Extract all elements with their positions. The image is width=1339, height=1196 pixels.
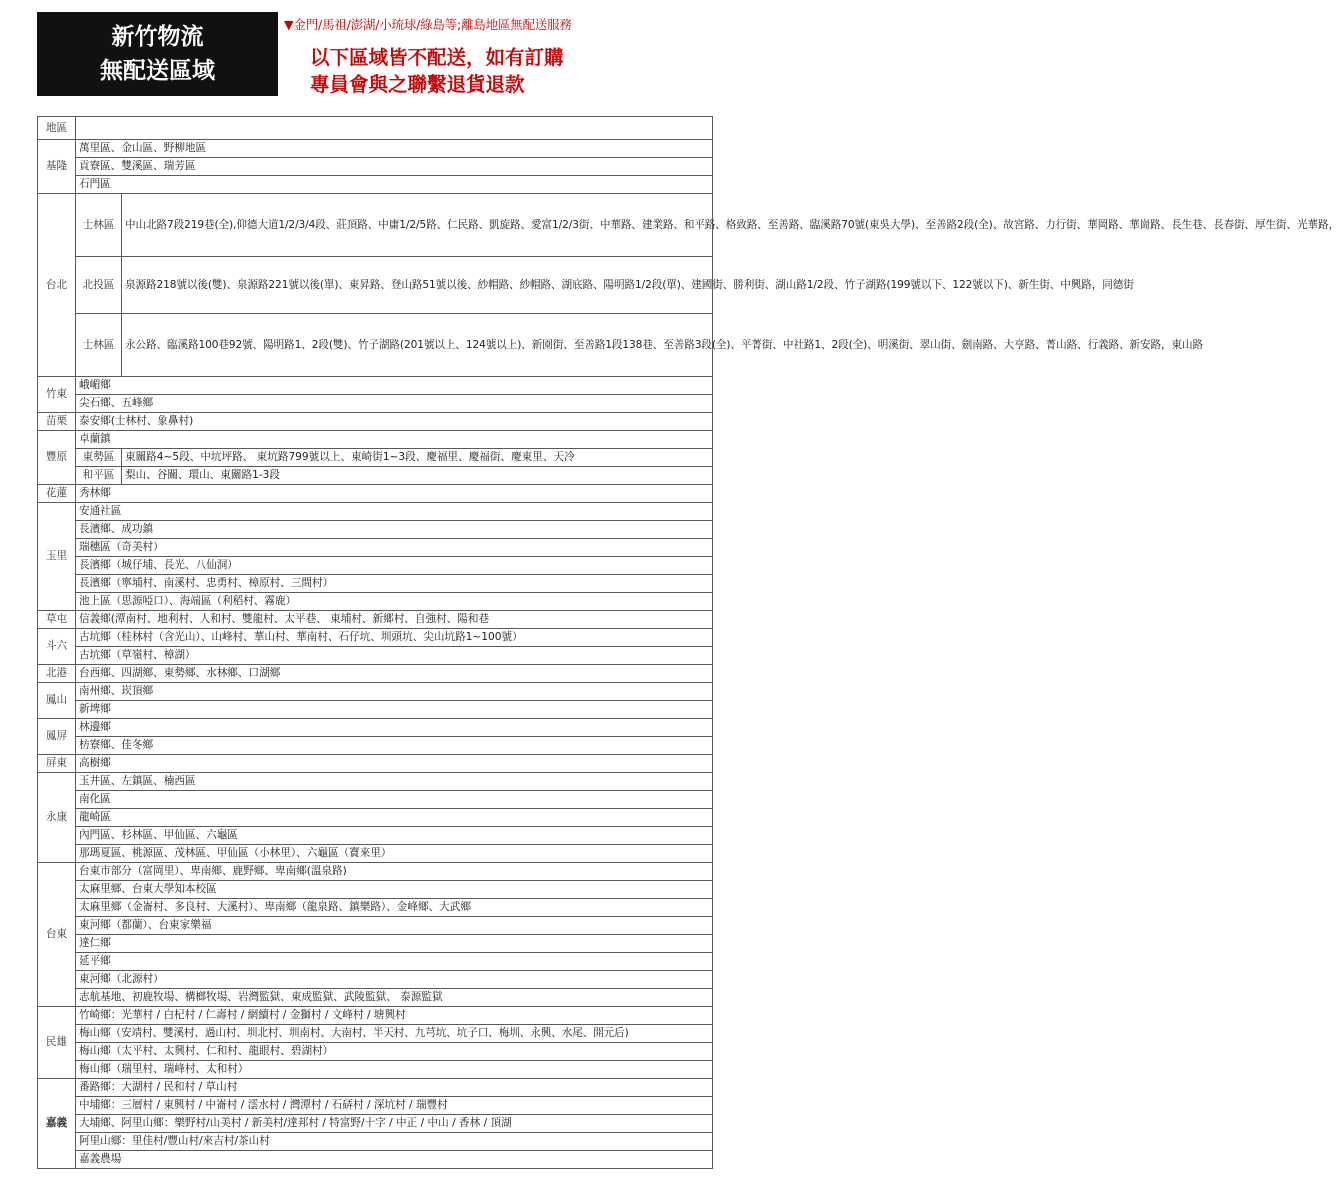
table-row <box>38 1115 713 1133</box>
area-cell: 台西鄉、四湖鄉、東勢鄉、水林鄉、口湖鄉 <box>76 665 713 683</box>
table-row <box>38 611 713 629</box>
table-row <box>38 647 713 665</box>
refund-notice-line-1: 以下區域皆不配送，如有訂購 <box>310 46 564 69</box>
area-cell: 大埔鄉、阿里山鄉：樂野村/山美村 / 新美村/達邦村 / 特富野/十字 / 中正 / 中山 / 香林 / 頂湖 <box>76 1115 713 1133</box>
region-chiayi: 嘉義 <box>38 1079 76 1169</box>
area-cell: 那瑪夏區、桃源區、茂林區、甲仙區（小林里）、六龜區（寶來里） <box>76 845 713 863</box>
table-row <box>38 485 713 503</box>
region-douliu: 斗六 <box>38 629 76 665</box>
area-cell: 南化區 <box>76 791 713 809</box>
region-pingdong: 屏東 <box>38 755 76 773</box>
table-row <box>38 989 713 1007</box>
table-row <box>38 719 713 737</box>
table-row <box>38 176 713 194</box>
table-row <box>38 413 713 431</box>
table-row <box>38 140 713 158</box>
area-cell: 長濱鄉（城仔埔、長光、八仙洞） <box>76 557 713 575</box>
table-row <box>38 953 713 971</box>
area-cell: 太麻里鄉（金崙村、多良村、大溪村）、卑南鄉（龍泉路、鎮樂路）、金峰鄉、大武鄉 <box>76 899 713 917</box>
sub-shilin-2: 士林區 <box>76 314 122 377</box>
area-cell: 林邊鄉 <box>76 719 713 737</box>
table-row <box>38 449 713 467</box>
area-cell: 延平鄉 <box>76 953 713 971</box>
region-keelung: 基隆 <box>38 140 76 194</box>
area-cell: 太麻里鄉、台東大學知本校區 <box>76 881 713 899</box>
area-cell: 秀林鄉 <box>76 485 713 503</box>
area-cell: 峨嵋鄉 <box>76 377 713 395</box>
area-cell: 中埔鄉：三層村 / 東興村 / 中崙村 / 澐水村 / 灣潭村 / 石硦村 / 深坑村 / 瑞豐村 <box>76 1097 713 1115</box>
table-row <box>38 1133 713 1151</box>
table-row <box>38 809 713 827</box>
region-caotun: 草屯 <box>38 611 76 629</box>
area-cell: 南州鄉、崁頂鄉 <box>76 683 713 701</box>
sub-shilin: 士林區 <box>76 194 122 257</box>
table-row <box>38 701 713 719</box>
sub-heping: 和平區 <box>76 467 122 485</box>
region-pingtung: 鳳屏 <box>38 719 76 755</box>
region-yongkang: 永康 <box>38 773 76 863</box>
region-minxiong: 民雄 <box>38 1007 76 1079</box>
refund-notice <box>310 44 564 98</box>
area-cell: 龍崎區 <box>76 809 713 827</box>
sub-beitou: 北投區 <box>76 257 122 314</box>
table-row <box>38 539 713 557</box>
area-cell: 卓蘭鎮 <box>76 431 713 449</box>
table-row <box>38 1151 713 1169</box>
area-cell: 竹崎鄉：光華村 / 白杞村 / 仁壽村 / 網續村 / 金獅村 / 文峰村 / 塘興村 <box>76 1007 713 1025</box>
area-cell: 永公路、臨溪路100巷92號、陽明路1、2段(雙)、竹子湖路(201號以上、124號以上)、新園街、至善路1段138巷、至善路3段(全)、平菁街、中社路1、2段(全)、明溪街、翠山街、劍南路、大亨路、菁山路、行義路、新安路，東山路 <box>122 314 713 377</box>
region-taipei: 台北 <box>38 194 76 377</box>
area-cell: 梅山鄉（太平村、太興村、仁和村、龍眼村、碧湖村） <box>76 1043 713 1061</box>
table-row <box>38 257 713 314</box>
area-cell: 番路鄉：大湖村 / 民和村 / 草山村 <box>76 1079 713 1097</box>
region-taitung: 台東 <box>38 863 76 1007</box>
table-row <box>38 899 713 917</box>
area-cell: 石門區 <box>76 176 713 194</box>
area-cell: 東河鄉（都蘭）、台東家樂福 <box>76 917 713 935</box>
area-cell: 達仁鄉 <box>76 935 713 953</box>
region-fengyuan: 豐原 <box>38 431 76 485</box>
region-miaoli: 苗栗 <box>38 413 76 431</box>
area-cell: 高樹鄉 <box>76 755 713 773</box>
table-row <box>38 827 713 845</box>
area-cell: 阿里山鄉：里佳村/豐山村/來吉村/茶山村 <box>76 1133 713 1151</box>
table-row <box>38 845 713 863</box>
area-cell: 內門區、杉林區、甲仙區、六龜區 <box>76 827 713 845</box>
header-blank-cell <box>76 117 713 140</box>
table-row <box>38 593 713 611</box>
table-row <box>38 683 713 701</box>
area-cell: 萬里區、金山區、野柳地區 <box>76 140 713 158</box>
area-cell: 安通社區 <box>76 503 713 521</box>
area-cell: 長濱鄉、成功鎮 <box>76 521 713 539</box>
area-cell: 尖石鄉、五峰鄉 <box>76 395 713 413</box>
area-cell: 東關路4~5段、中坑坪路、 東坑路799號以上、東崎街1~3段、慶福里、慶福街、慶東里、天冷 <box>122 449 713 467</box>
table-row <box>38 1007 713 1025</box>
region-zhudong: 竹東 <box>38 377 76 413</box>
table-row <box>38 521 713 539</box>
area-cell: 池上區（思源啞口）、海端區（利稻村、霧鹿） <box>76 593 713 611</box>
region-beigang: 北港 <box>38 665 76 683</box>
area-cell: 台東市部分（富岡里）、卑南鄉、鹿野鄉、卑南鄉(溫泉路) <box>76 863 713 881</box>
sub-dongshi: 東勢區 <box>76 449 122 467</box>
table-row <box>38 791 713 809</box>
area-cell: 枋寮鄉、佳冬鄉 <box>76 737 713 755</box>
area-cell: 東河鄉（北源村） <box>76 971 713 989</box>
region-hualien: 花蓮 <box>38 485 76 503</box>
table-header-row <box>38 117 713 140</box>
area-cell: 新埤鄉 <box>76 701 713 719</box>
table-row <box>38 773 713 791</box>
area-cell: 泉源路218號以後(雙)、泉源路221號以後(單)、東昇路、登山路51號以後、紗帽路、紗帽路、湖底路、陽明路1/2段(單)、建國街、勝利街、湖山路1/2段、竹子湖路(199號以下、122號以下)、新生街、中興路，同德街 <box>122 257 713 314</box>
area-cell: 嘉義農場 <box>76 1151 713 1169</box>
table-row <box>38 377 713 395</box>
table-row <box>38 467 713 485</box>
table-row <box>38 629 713 647</box>
table-row <box>38 917 713 935</box>
table-row <box>38 935 713 953</box>
region-yuli: 玉里 <box>38 503 76 611</box>
header-cell: 地區 <box>38 117 76 140</box>
table-row <box>38 1025 713 1043</box>
title-line-2: 無配送區域 <box>100 58 215 84</box>
area-cell: 瑞穗區（奇美村） <box>76 539 713 557</box>
table-row <box>38 557 713 575</box>
area-cell: 貢寮區、雙溪區、瑞芳區 <box>76 158 713 176</box>
region-fengshan: 鳳山 <box>38 683 76 719</box>
table-row <box>38 1097 713 1115</box>
table-row <box>38 665 713 683</box>
area-cell: 梅山鄉（瑞里村、瑞峰村、太和村） <box>76 1061 713 1079</box>
area-cell: 玉井區、左鎮區、楠西區 <box>76 773 713 791</box>
title-line-1: 新竹物流 <box>111 24 204 50</box>
table-row <box>38 158 713 176</box>
area-cell: 梨山、谷關、環山、東關路1-3段 <box>122 467 713 485</box>
table-row <box>38 881 713 899</box>
table-row <box>38 755 713 773</box>
table-row <box>38 1061 713 1079</box>
table-row <box>38 395 713 413</box>
table-row <box>38 1079 713 1097</box>
offshore-notice: ▼金門/馬祖/澎湖/小琉球/綠島等;離島地區無配送服務 <box>284 17 572 32</box>
table-row <box>38 1043 713 1061</box>
table-row <box>38 194 713 257</box>
table-row <box>38 503 713 521</box>
table-row <box>38 863 713 881</box>
table-row <box>38 971 713 989</box>
area-cell: 泰安鄉(士林村、象鼻村) <box>76 413 713 431</box>
table-row <box>38 737 713 755</box>
area-cell: 信義鄉(潭南村、地利村、人和村、雙龍村、太平巷、 東埔村、新鄉村、自強村、陽和巷 <box>76 611 713 629</box>
area-cell: 長濱鄉（寧埔村、南溪村、忠勇村、樟原村、三間村） <box>76 575 713 593</box>
area-cell: 中山北路7段219巷(全),仰德大道1/2/3/4段、莊頂路、中庸1/2/5路、仁民路、凱旋路、愛富1/2/3街、中華路、建業路、和平路、格致路、至善路、臨溪路70號(東吳大學)、至善路2段(全)、故宮路、力行街、華岡路、華崗路、長生巷、長春街、厚生街、光華路， <box>122 194 713 257</box>
table-row <box>38 575 713 593</box>
area-cell: 梅山鄉（安靖村、雙溪村、過山村、圳北村、圳南村、大南村、半天村、九芎坑、坑子口、梅圳、永興、水尾、開元后) <box>76 1025 713 1043</box>
title-banner <box>37 12 278 96</box>
area-cell: 古坑鄉（桂林村（含光山）、山峰村、華山村、華南村、石仔坑、圳頭坑、尖山坑路1~100號） <box>76 629 713 647</box>
table-row <box>38 431 713 449</box>
area-cell: 古坑鄉（草嶺村、樟湖） <box>76 647 713 665</box>
area-cell: 志航基地、初鹿牧場、構榔牧場、岩灣監獄、東成監獄、武陵監獄、 泰源監獄 <box>76 989 713 1007</box>
table-row <box>38 314 713 377</box>
no-delivery-table <box>37 116 1339 1169</box>
refund-notice-line-2: 專員會與之聯繫退貨退款 <box>310 73 525 96</box>
